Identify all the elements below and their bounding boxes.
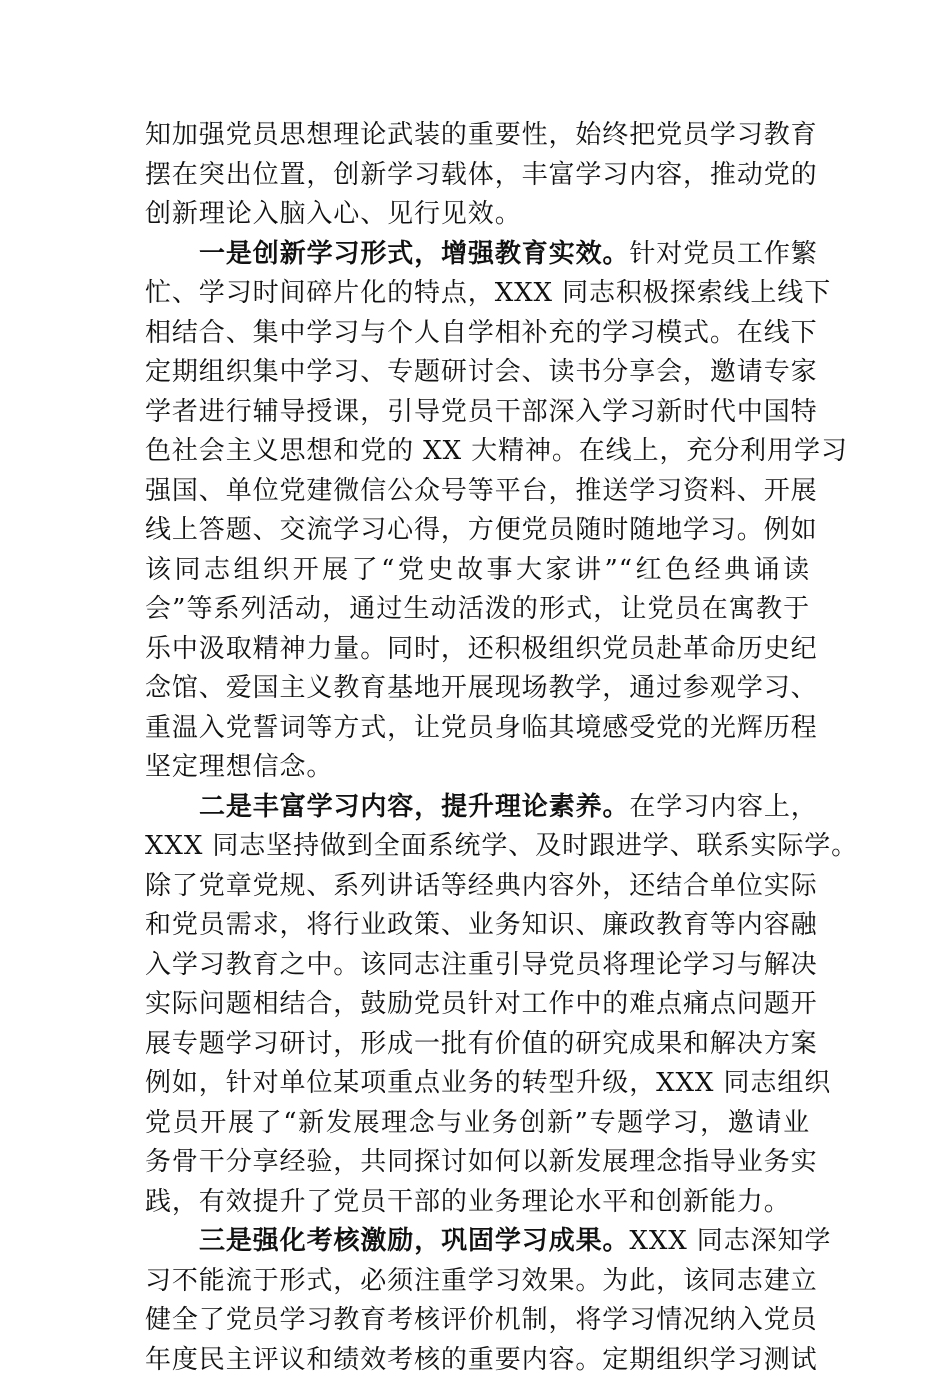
paragraph-line-text: XXX 同志深知学 bbox=[629, 1226, 831, 1256]
paragraph-line: XXX 同志坚持做到全面系统学、及时跟进学、联系实际学。 bbox=[145, 827, 810, 867]
paragraph-first-line bbox=[145, 788, 810, 828]
paragraph-line: 定期组织集中学习、专题研讨会、读书分享会，邀请专家 bbox=[145, 353, 810, 393]
paragraph-line: 践，有效提升了党员干部的业务理论水平和创新能力。 bbox=[145, 1183, 810, 1223]
paragraph-line: 健全了党员学习教育考核评价机制，将学习情况纳入党员 bbox=[145, 1301, 810, 1341]
paragraph-line: 乐中汲取精神力量。同时，还积极组织党员赴革命历史纪 bbox=[145, 630, 810, 670]
paragraph-first-line bbox=[145, 235, 810, 275]
paragraph-lead-heading: 二是丰富学习内容，提升理论素养。 bbox=[199, 792, 629, 822]
paragraph-line-text: 在学习内容上， bbox=[629, 792, 817, 822]
paragraph-line: 和党员需求，将行业政策、业务知识、廉政教育等内容融 bbox=[145, 906, 810, 946]
paragraph-lead-heading: 一是创新学习形式，增强教育实效。 bbox=[199, 239, 629, 269]
paragraph-line: 入学习教育之中。该同志注重引导党员将理论学习与解决 bbox=[145, 946, 810, 986]
paragraph-line: 重温入党誓词等方式，让党员身临其境感受党的光辉历程 bbox=[145, 709, 810, 749]
paragraph-line: 忙、学习时间碎片化的特点，XXX 同志积极探索线上线下 bbox=[145, 274, 810, 314]
paragraph-line: 摆在突出位置，创新学习载体，丰富学习内容，推动党的 bbox=[145, 156, 810, 196]
paragraph-line: 该同志组织开展了“党史故事大家讲”“红色经典诵读 bbox=[145, 551, 810, 591]
paragraph-line: 实际问题相结合，鼓励党员针对工作中的难点痛点问题开 bbox=[145, 985, 810, 1025]
paragraph-line: 年度民主评议和绩效考核的重要内容。定期组织学习测试 bbox=[145, 1341, 810, 1380]
paragraph-line: 相结合、集中学习与个人自学相补充的学习模式。在线下 bbox=[145, 314, 810, 354]
paragraph-line: 强国、单位党建微信公众号等平台，推送学习资料、开展 bbox=[145, 472, 810, 512]
paragraph-line: 展专题学习研讨，形成一批有价值的研究成果和解决方案 bbox=[145, 1025, 810, 1065]
paragraph-line-text: 针对党员工作繁 bbox=[629, 239, 817, 269]
paragraph-line: 除了党章党规、系列讲话等经典内容外，还结合单位实际 bbox=[145, 867, 810, 907]
paragraph-line: 习不能流于形式，必须注重学习效果。为此，该同志建立 bbox=[145, 1262, 810, 1302]
paragraph-lead-heading: 三是强化考核激励，巩固学习成果。 bbox=[199, 1226, 629, 1256]
paragraph-line: 念馆、爱国主义教育基地开展现场教学，通过参观学习、 bbox=[145, 669, 810, 709]
paragraph-line: 务骨干分享经验，共同探讨如何以新发展理念指导业务实 bbox=[145, 1143, 810, 1183]
paragraph-line: 例如，针对单位某项重点业务的转型升级，XXX 同志组织 bbox=[145, 1064, 810, 1104]
paragraph-line: 线上答题、交流学习心得，方便党员随时随地学习。例如 bbox=[145, 511, 810, 551]
paragraph-line: 创新理论入脑入心、见行见效。 bbox=[145, 195, 810, 235]
document-body bbox=[145, 116, 810, 1380]
paragraph-line: 会”等系列活动，通过生动活泼的形式，让党员在寓教于 bbox=[145, 590, 810, 630]
paragraph-line: 知加强党员思想理论武装的重要性，始终把党员学习教育 bbox=[145, 116, 810, 156]
paragraph-line: 坚定理想信念。 bbox=[145, 748, 810, 788]
paragraph-line: 党员开展了“新发展理念与业务创新”专题学习，邀请业 bbox=[145, 1104, 810, 1144]
paragraph-first-line bbox=[145, 1222, 810, 1262]
paragraph-line: 学者进行辅导授课，引导党员干部深入学习新时代中国特 bbox=[145, 393, 810, 433]
paragraph-line: 色社会主义思想和党的 XX 大精神。在线上，充分利用学习 bbox=[145, 432, 810, 472]
